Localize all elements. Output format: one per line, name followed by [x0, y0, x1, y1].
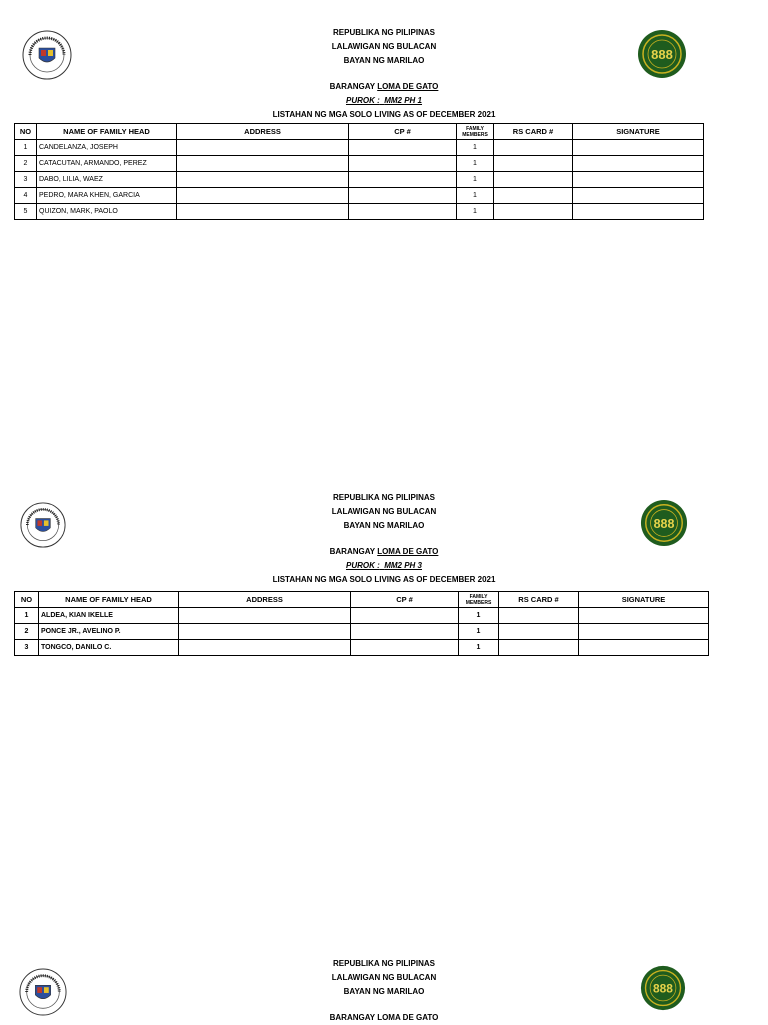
- republic-line: REPUBLIKA NG PILIPINAS: [333, 28, 435, 37]
- marilao-seal-icon: [19, 968, 67, 1016]
- row-no: 2: [15, 624, 39, 640]
- col-address: ADDRESS: [179, 592, 351, 608]
- municipality-line: BAYAN NG MARILAO: [343, 987, 425, 996]
- svg-text:888: 888: [653, 981, 673, 996]
- row-name: DABO, LILIA, WAEZ: [37, 172, 177, 188]
- municipality-line: BAYAN NG MARILAO: [343, 521, 425, 530]
- col-name: NAME OF FAMILY HEAD: [39, 592, 179, 608]
- province-line: LALAWIGAN NG BULACAN: [331, 507, 437, 516]
- barangay-name: LOMA DE GATO: [377, 82, 439, 91]
- row-no: 5: [15, 204, 37, 220]
- barangay-prefix: BARANGAY: [329, 82, 375, 91]
- col-signature: SIGNATURE: [579, 592, 709, 608]
- col-name: NAME OF FAMILY HEAD: [37, 124, 177, 140]
- list-title: LISTAHAN NG MGA SOLO LIVING AS OF DECEMBER 2021: [272, 110, 496, 119]
- row-name: CATACUTAN, ARMANDO, PEREZ: [37, 156, 177, 172]
- province-line: LALAWIGAN NG BULACAN: [331, 973, 437, 982]
- row-name: QUIZON, MARK, PAOLO: [37, 204, 177, 220]
- row-no: 4: [15, 188, 37, 204]
- row-members: 1: [459, 608, 499, 624]
- col-address: ADDRESS: [177, 124, 349, 140]
- municipality-line: BAYAN NG MARILAO: [343, 56, 425, 65]
- barangay-name: LOMA DE GATO: [377, 1013, 439, 1022]
- purok-label: PUROK : MM2 PH 1: [345, 96, 423, 105]
- list-title: LISTAHAN NG MGA SOLO LIVING AS OF DECEMBER 2021: [272, 575, 496, 584]
- row-name: TONGCO, DANILO C.: [39, 640, 179, 656]
- row-members: 1: [457, 172, 494, 188]
- row-name: ALDEA, KIAN IKELLE: [39, 608, 179, 624]
- row-members: 1: [457, 204, 494, 220]
- barangay-prefix: BARANGAY: [329, 1013, 375, 1022]
- row-members: 1: [457, 156, 494, 172]
- col-family-members: FAMILY MEMBERS: [457, 124, 494, 140]
- col-rs-card: RS CARD #: [494, 124, 573, 140]
- svg-text:888: 888: [653, 516, 675, 531]
- row-name: PEDRO, MARA KHEN, GARCIA: [37, 188, 177, 204]
- col-cp: CP #: [351, 592, 459, 608]
- republic-line: REPUBLIKA NG PILIPINAS: [333, 493, 435, 502]
- row-no: 3: [15, 172, 37, 188]
- purok-label: PUROK : MM2 PH 3: [345, 561, 423, 570]
- row-no: 3: [15, 640, 39, 656]
- col-no: NO: [15, 592, 39, 608]
- row-name: CANDELANZA, JOSEPH: [37, 140, 177, 156]
- purok-value: MM2 PH 3: [384, 561, 423, 570]
- col-no: NO: [15, 124, 37, 140]
- col-family-members: FAMILY MEMBERS: [459, 592, 499, 608]
- col-signature: SIGNATURE: [573, 124, 704, 140]
- row-members: 1: [459, 624, 499, 640]
- barangay-line: [0, 1011, 768, 1025]
- row-no: 1: [15, 140, 37, 156]
- row-no: 2: [15, 156, 37, 172]
- purok-value: MM2 PH 1: [384, 96, 423, 105]
- col-rs-card: RS CARD #: [499, 592, 579, 608]
- row-members: 1: [457, 188, 494, 204]
- row-name: PONCE JR., AVELINO P.: [39, 624, 179, 640]
- province-line: LALAWIGAN NG BULACAN: [331, 42, 437, 51]
- row-members: 1: [459, 640, 499, 656]
- col-cp: CP #: [349, 124, 457, 140]
- barangay-seal-icon: [640, 965, 686, 1011]
- svg-text:888: 888: [651, 47, 673, 62]
- row-no: 1: [15, 608, 39, 624]
- republic-line: REPUBLIKA NG PILIPINAS: [333, 959, 435, 968]
- barangay-prefix: BARANGAY: [329, 547, 375, 556]
- row-members: 1: [457, 140, 494, 156]
- barangay-name: LOMA DE GATO: [377, 547, 439, 556]
